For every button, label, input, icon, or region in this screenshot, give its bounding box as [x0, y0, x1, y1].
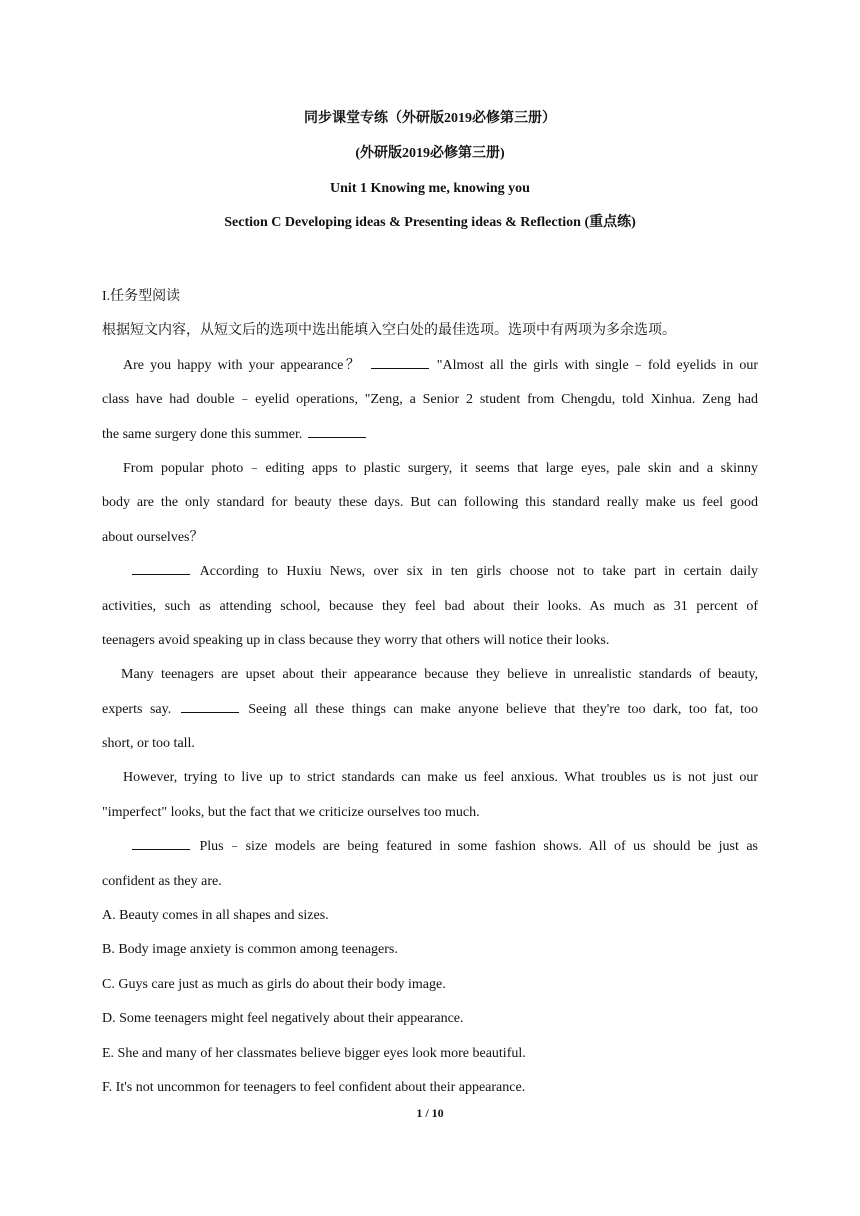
passage-line: However, trying to live up to strict standards can make us feel anxious. What troubles us is not just our — [123, 770, 758, 786]
unit-title: Unit 1 Knowing me, knowing you — [330, 181, 530, 196]
passage-line: teenagers avoid speaking up in class because they worry that others will notice their looks. — [102, 632, 610, 648]
answer-blank-3[interactable] — [132, 573, 190, 575]
passage-line: experts say. Seeing all these things can make anyone believe that they're too dark, too fat, too — [102, 701, 758, 717]
option-c: C. Guys care just as much as girls do about their body image. — [102, 976, 446, 992]
passage-line: confident as they are. — [102, 873, 222, 889]
passage-line: According to Huxiu News, over six in ten girls choose not to take part in certain daily — [102, 555, 758, 589]
option-e: E. She and many of her classmates believe bigger eyes look more beautiful. — [102, 1045, 526, 1061]
passage-line: Many teenagers are upset about their appearance because they believe in unrealistic standards of beauty, — [121, 667, 758, 683]
option-b: B. Body image anxiety is common among teenagers. — [102, 942, 398, 958]
option-d: D. Some teenagers might feel negatively about their appearance. — [102, 1011, 464, 1027]
doc-subtitle: (外研版2019必修第三册) — [355, 146, 505, 161]
passage-line: class have had double﹣eyelid operations, "Zeng, a Senior 2 student from Chengdu, told Xinhua. Zeng had — [102, 392, 758, 408]
answer-blank-4[interactable] — [181, 711, 239, 713]
passage-line: Are you happy with your appearance？ "Almost all the girls with single﹣fold eyelids in our — [123, 357, 758, 373]
passage-line: about ourselves？ — [102, 529, 204, 545]
passage-line: short, or too tall. — [102, 736, 195, 752]
instruction: 根据短文内容，从短文后的选项中选出能填入空白处的最佳选项。选项中有两项为多余选项。 — [102, 323, 676, 339]
passage-line: From popular photo﹣editing apps to plastic surgery, it seems that large eyes, pale skin and a skinny — [123, 460, 758, 476]
doc-title: 同步课堂专练（外研版2019必修第三册） — [304, 111, 556, 126]
option-a: A. Beauty comes in all shapes and sizes. — [102, 908, 329, 924]
answer-blank-2[interactable] — [308, 436, 366, 438]
passage-line: body are the only standard for beauty these days. But can following this standard really make us feel good — [102, 495, 758, 511]
answer-blank-1[interactable] — [371, 367, 429, 369]
option-f: F. It's not uncommon for teenagers to feel confident about their appearance. — [102, 1079, 526, 1095]
answer-blank-5[interactable] — [132, 848, 190, 850]
passage-line: the same surgery done this summer. — [102, 418, 758, 452]
exercise-body — [102, 280, 758, 1105]
passage-line: "imperfect" looks, but the fact that we criticize ourselves too much. — [102, 804, 480, 820]
page-number: 1 / 10 — [416, 1106, 444, 1120]
passage-line: activities, such as attending school, because they feel bad about their looks. As much as 31 percent of — [102, 598, 758, 614]
section-title: Section C Developing ideas & Presenting ideas & Reflection (重点练) — [224, 215, 636, 230]
part-heading: I.任务型阅读 — [102, 289, 181, 304]
passage-line: Plus﹣size models are being featured in some fashion shows. All of us should be just as — [102, 830, 758, 864]
